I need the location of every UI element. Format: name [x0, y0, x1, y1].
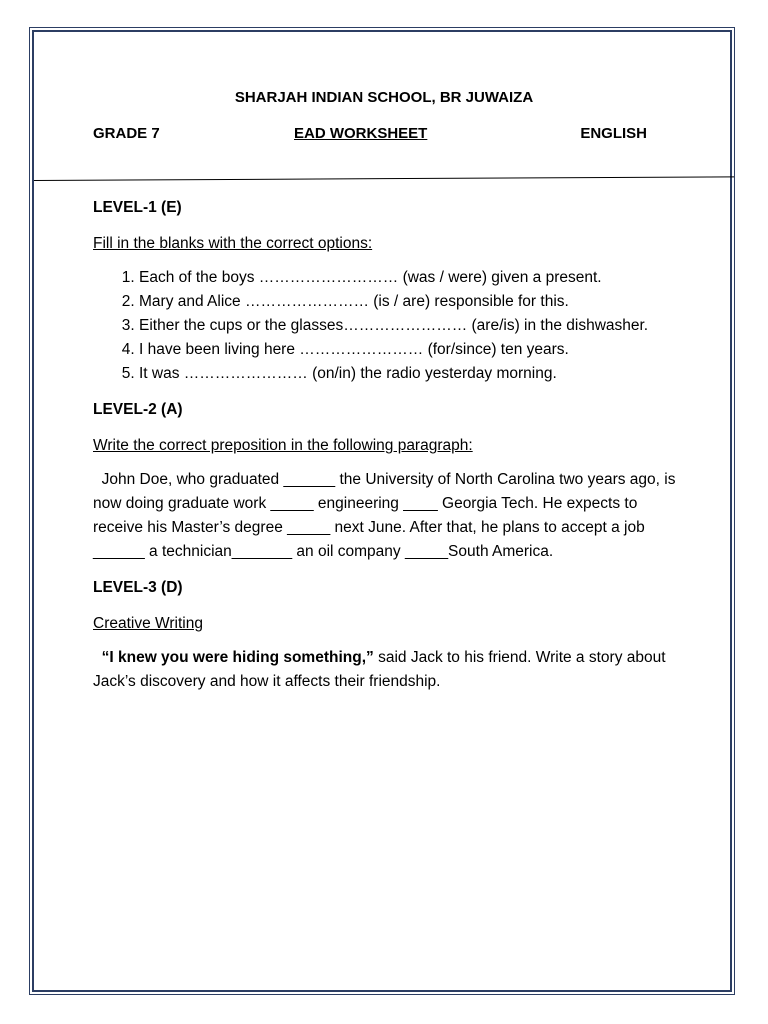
list-item: 1. Each of the boys ……………………… (was / were) given a present. [139, 266, 683, 290]
worksheet-title: EAD WORKSHEET [294, 125, 428, 142]
level3-prompt [93, 646, 683, 694]
prompt-text: said Jack to his friend. Write a story about Jack’s discovery and how it affects their friendship. [93, 649, 666, 690]
level3-instruction: Creative Writing [93, 615, 203, 632]
level2-paragraph-text: John Doe, who graduated ______ the University of North Carolina two years ago, is now doing graduate work _____ engineering ____ Georgia Tech. He expects to receive his Master’s degree _____ next June. After that, he plans to accept a job ______ a technician_______ an oil company _____South America. [93, 471, 676, 560]
list-item: 3. Either the cups or the glasses…………………… (are/is) in the dishwasher. [139, 314, 683, 338]
level2-paragraph [93, 468, 683, 564]
subject-label: ENGLISH [580, 125, 647, 142]
list-item: 4. I have been living here …………………… (for/since) ten years. [139, 338, 683, 362]
list-item: 5. It was …………………… (on/in) the radio yesterday morning. [139, 362, 683, 386]
level1-list [93, 266, 683, 386]
level1-instruction: Fill in the blanks with the correct options: [93, 235, 373, 252]
level1-title: LEVEL-1 (E) [93, 199, 182, 216]
prompt-quote: “I knew you were hiding something,” [101, 649, 374, 666]
level2-instruction: Write the correct preposition in the following paragraph: [93, 437, 473, 454]
grade-label: GRADE 7 [93, 125, 160, 142]
level2-title: LEVEL-2 (A) [93, 401, 183, 418]
school-title: SHARJAH INDIAN SCHOOL, BR JUWAIZA [234, 89, 534, 106]
list-item: 2. Mary and Alice …………………… (is / are) responsible for this. [139, 290, 683, 314]
level3-title: LEVEL-3 (D) [93, 579, 183, 596]
worksheet-body [93, 196, 683, 706]
